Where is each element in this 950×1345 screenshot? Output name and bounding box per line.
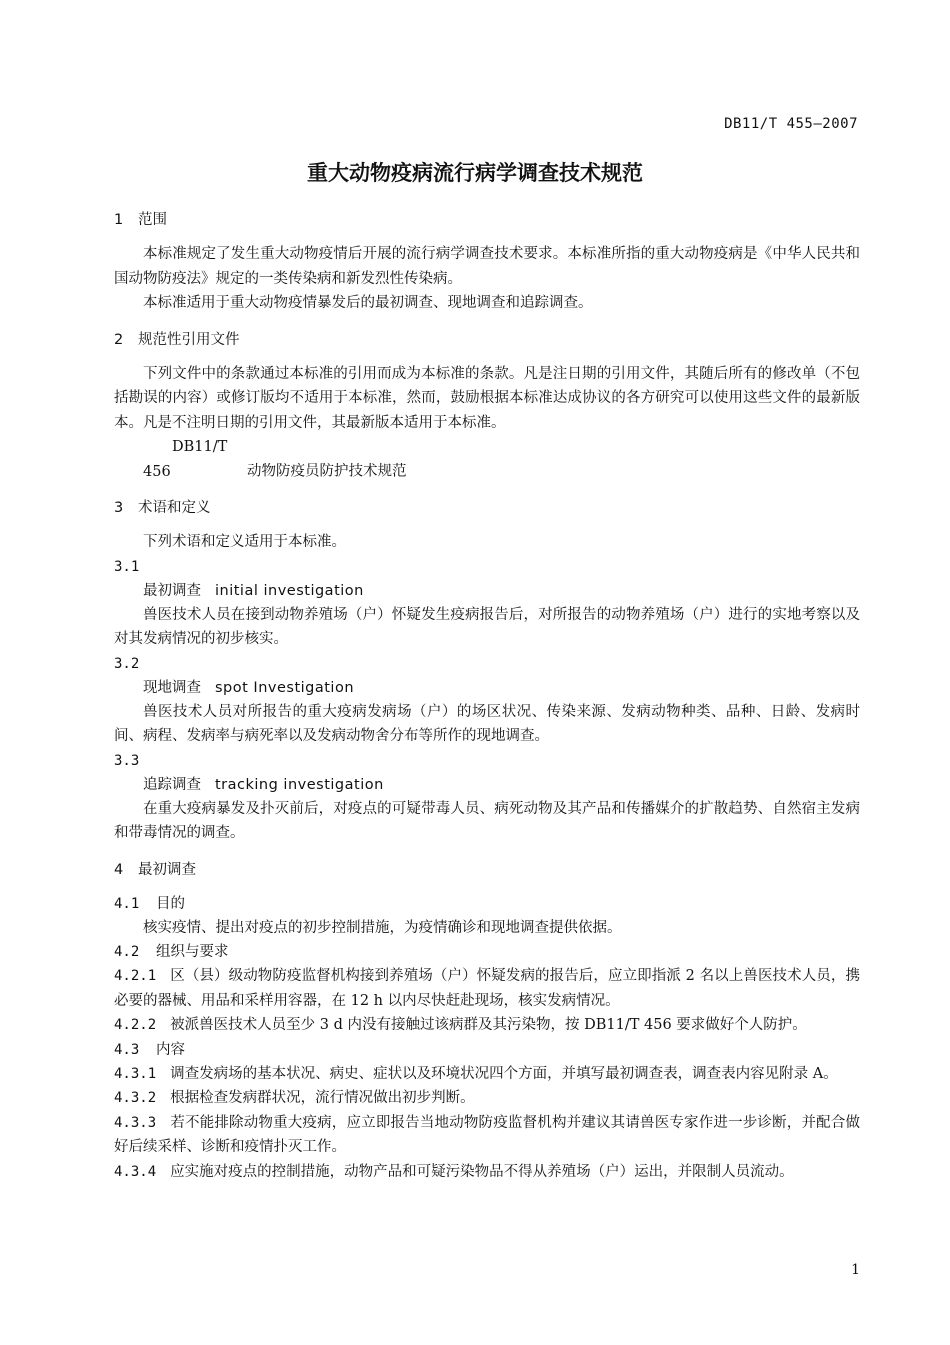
clause xyxy=(114,1013,860,1038)
subsection-title: 内容 xyxy=(156,1041,185,1058)
term-name xyxy=(114,579,860,603)
subsection-number: 4.1 xyxy=(114,895,140,912)
term-definition: 兽医技术人员对所报告的重大疫病发病场（户）的场区状况、传染来源、发病动物种类、品种、日龄、发病时间、病程、发病率与病死率以及发病动物舍分布等所作的现地调查。 xyxy=(114,703,860,744)
clause-text: 应实施对疫点的控制措施，动物产品和可疑污染物品不得从养殖场（户）运出，并限制人员流动。 xyxy=(170,1163,794,1180)
paragraph: 本标准规定了发生重大动物疫情后开展的流行病学调查技术要求。本标准所指的重大动物疫病是《中华人民共和国动物防疫法》规定的一类传染病和新发烈性传染病。 xyxy=(114,246,860,287)
term-name xyxy=(114,773,860,797)
term-zh: 最初调查 xyxy=(143,582,201,599)
term-entry xyxy=(114,555,860,652)
subsection-number: 4.2 xyxy=(114,944,140,960)
section-title: 术语和定义 xyxy=(138,500,211,516)
section-heading-1 xyxy=(114,208,860,232)
paragraph: 下列文件中的条款通过本标准的引用而成为本标准的条款。凡是注日期的引用文件，其随后所有的修改单（不包括勘误的内容）或修订版均不适用于本标准，然而，鼓励根据本标准达成协议的各方研究可以使用这些文件的最新版本。凡是不注明日期的引用文件，其最新版本适用于本标准。 xyxy=(114,365,860,431)
section-number: 1 xyxy=(114,212,124,228)
reference-code: DB11/T 456 xyxy=(143,439,228,480)
paragraph: 核实疫情、提出对疫点的初步控制措施，为疫情确诊和现地调查提供依据。 xyxy=(143,919,622,936)
subsection-title: 目的 xyxy=(156,895,185,912)
section-heading-3 xyxy=(114,496,860,520)
clause-number: 4.2.2 xyxy=(114,1017,157,1033)
section-heading-2 xyxy=(114,328,860,352)
document-title: 重大动物疫病流行病学调查技术规范 xyxy=(307,161,643,185)
clause xyxy=(114,1111,860,1160)
section-title: 范围 xyxy=(138,212,167,228)
subsection-heading xyxy=(114,892,860,916)
term-en: tracking investigation xyxy=(215,776,384,793)
section-title: 最初调查 xyxy=(138,861,196,878)
normative-reference xyxy=(114,435,860,484)
section-number: 4 xyxy=(114,861,124,878)
section-number: 2 xyxy=(114,331,124,348)
term-entry xyxy=(114,749,860,846)
subsection-heading xyxy=(114,940,860,964)
page-number: 1 xyxy=(851,1262,860,1278)
clause-text: 根据检查发病群状况，流行情况做出初步判断。 xyxy=(170,1090,475,1106)
paragraph: 下列术语和定义适用于本标准。 xyxy=(143,534,346,550)
section-number: 3 xyxy=(114,500,124,516)
paragraph: 本标准适用于重大动物疫情暴发后的最初调查、现地调查和追踪调查。 xyxy=(143,295,593,311)
subsection-title: 组织与要求 xyxy=(156,944,229,960)
term-name xyxy=(114,676,860,700)
clause-number: 4.3.3 xyxy=(114,1114,157,1131)
reference-title: 动物防疫员防护技术规范 xyxy=(247,463,407,480)
section-title: 规范性引用文件 xyxy=(138,331,240,348)
document-code: DB11/T 455—2007 xyxy=(724,116,858,132)
term-number: 3.3 xyxy=(114,752,140,769)
clause-number: 4.2.1 xyxy=(114,968,157,984)
subsection-number: 4.3 xyxy=(114,1041,140,1058)
term-en: initial investigation xyxy=(215,582,364,599)
term-entry xyxy=(114,652,860,749)
clause-text: 调查发病场的基本状况、病史、症状以及环境状况四个方面，并填写最初调查表，调查表内容见附录 A。 xyxy=(170,1065,838,1082)
term-zh: 现地调查 xyxy=(143,679,201,696)
term-definition: 兽医技术人员在接到动物养殖场（户）怀疑发生疫病报告后，对所报告的动物养殖场（户）进行的实地考察以及对其发病情况的初步核实。 xyxy=(114,606,860,647)
term-zh: 追踪调查 xyxy=(143,776,201,793)
document-body xyxy=(114,208,860,1184)
term-en: spot Investigation xyxy=(215,679,355,696)
clause-number: 4.3.2 xyxy=(114,1090,157,1106)
section-heading-4 xyxy=(114,858,860,882)
subsection-heading xyxy=(114,1038,860,1062)
term-definition: 在重大疫病暴发及扑灭前后，对疫点的可疑带毒人员、病死动物及其产品和传播媒介的扩散趋势、自然宿主发病和带毒情况的调查。 xyxy=(114,800,860,841)
clause xyxy=(114,1160,860,1185)
clause-number: 4.3.1 xyxy=(114,1065,157,1082)
clause-number: 4.3.4 xyxy=(114,1163,157,1180)
clause xyxy=(114,1086,860,1111)
clause-text: 区（县）级动物防疫监督机构接到养殖场（户）怀疑发病的报告后，应立即指派 2 名以上兽医技术人员，携必要的器械、用品和采样用容器，在 12 h 以内尽快赶赴现场，核实发病情况。 xyxy=(114,968,860,1009)
term-number: 3.1 xyxy=(114,558,140,575)
clause xyxy=(114,1062,860,1087)
clause xyxy=(114,964,860,1013)
clause-text: 若不能排除动物重大疫病，应立即报告当地动物防疫监督机构并建议其请兽医专家作进一步诊断，并配合做好后续采样、诊断和疫情扑灭工作。 xyxy=(114,1114,860,1155)
term-number: 3.2 xyxy=(114,655,140,672)
clause-text: 被派兽医技术人员至少 3 d 内没有接触过该病群及其污染物，按 DB11/T 456 要求做好个人防护。 xyxy=(170,1017,807,1033)
